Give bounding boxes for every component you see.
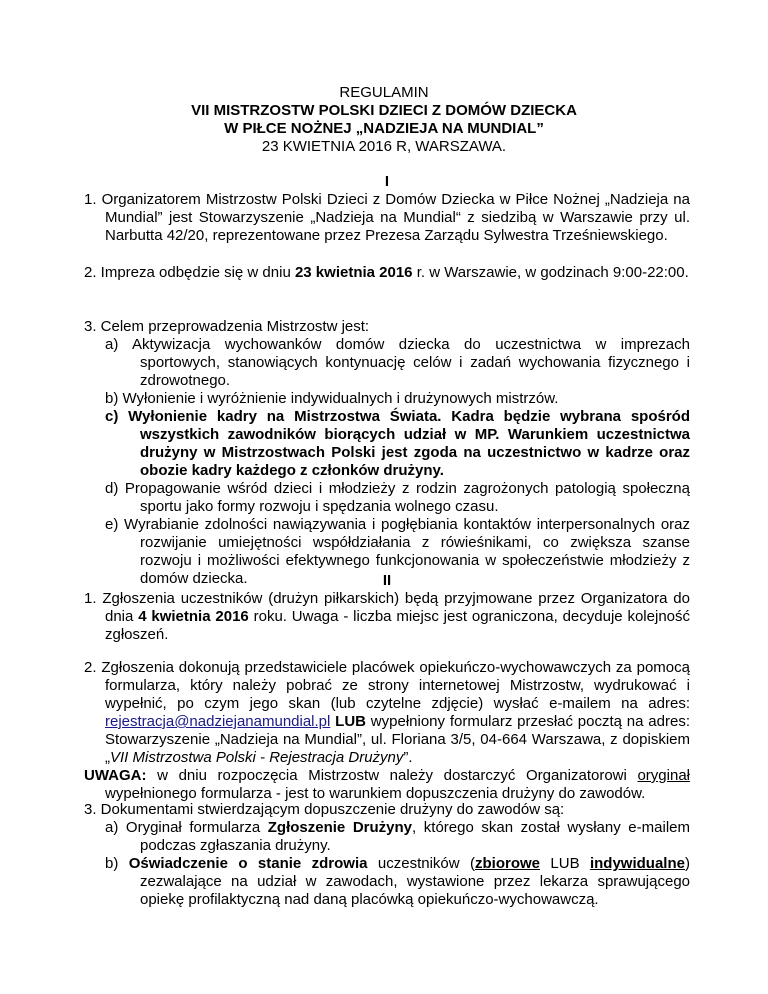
goal-e: e) Wyrabianie zdolności nawiązywania i pogłębiania kontaktów interpersonalnych oraz rozwijanie umiejętności współdziałania z rówieśnikami, co zwiększa szanse rozwoju i możliwości efektywnego funkcjonowania w społeczeństwie młodzieży z domów dziecka. — [105, 516, 690, 587]
text: roku. Uwaga - liczba miejsc jest ograniczona, decyduje kolejność zgłoszeń. — [105, 608, 690, 643]
uwaga-label: UWAGA: — [84, 767, 147, 784]
text: ) zezwalające na udział w zawodach, wystawione przez lekarza sprawującego opiekę profilaktyczną nad daną placówką opiekuńczo-wychowawczą. — [140, 855, 690, 908]
goal-d: d) Propagowanie wśród dzieci i młodzieży z rodzin zagrożonych patologią społeczną sportu jako formy rozwoju i spędzania wolnego czasu. — [105, 480, 690, 515]
text: wypełnionego formularza - jest to warunkiem dopuszczenia drużyny do zawodów. — [105, 785, 646, 802]
header-title: REGULAMIN — [339, 84, 429, 101]
text: 2. Zgłoszenia dokonują przedstawiciele placówek opiekuńczo-wychowawczych za pomocą formularza, który należy pobrać ze strony internetowej Mistrzostw, wydrukować i wypełnić, po czym jego skan (lub czytelne zdjęcie) wysłać e-mailem na adres: — [84, 659, 690, 712]
lub-label: LUB — [330, 713, 366, 730]
text: uczestników ( — [367, 855, 475, 872]
health-statement: Oświadczenie o stanie zdrowia — [128, 855, 368, 872]
paragraph-2-application — [84, 659, 690, 803]
header-date-place: 23 KWIETNIA 2016 R, WARSZAWA. — [261, 138, 507, 155]
goal-c: c) Wyłonienie kadry na Mistrzostwa Świata. Kadra będzie wybrana spośród wszystkich zawodników biorących udział w MP. Warunkiem uczestnictwa drużyny w Mistrzostwach Polski jest zgoda na uczestnictwo w kadrze oraz obozie kadry każdego z członków drużyny. — [105, 408, 690, 479]
form-name: Zgłoszenie Drużyny — [267, 819, 413, 836]
text: b) — [105, 855, 129, 872]
section-2 — [84, 572, 690, 644]
text: a) Oryginał formularza — [105, 819, 268, 836]
goals-intro: 3. Celem przeprowadzenia Mistrzostw jest: — [84, 318, 370, 335]
paragraph-3-goals — [84, 318, 690, 588]
collective-option: zbiorowe — [474, 855, 540, 872]
paragraph-3-documents — [84, 801, 690, 909]
text: 1. Zgłoszenia uczestników (drużyn piłkarskich) będą przyjmowane przez Organizatora do dnia — [84, 590, 690, 625]
paragraph-2-date — [84, 264, 690, 282]
section-number: I — [384, 173, 390, 190]
text: ”. — [403, 749, 413, 766]
text: 2. Impreza odbędzie się w dniu — [84, 264, 295, 281]
header-event-subtitle: W PIŁCE NOŻNEJ „NADZIEJA NA MUNDIAL” — [224, 120, 544, 137]
document-a — [84, 819, 690, 855]
text: , którego skan został wysłany e-mailem podczas zgłaszania drużyny. — [140, 819, 690, 854]
text: wypełniony formularz przesłać pocztą na adres: Stowarzyszenie „Nadzieja na Mundial”, ul. Floriana 3/5, 04-664 Warszawa, z dopiskiem „ — [105, 713, 690, 766]
documents-intro: 3. Dokumentami stwierdzającym dopuszczenie drużyny do zawodów są: — [84, 801, 565, 818]
section-1 — [84, 173, 690, 245]
mail-annotation: VII Mistrzostwa Polski - Rejestracja Drużyny — [110, 749, 404, 766]
paragraph-1-organizer: 1. Organizatorem Mistrzostw Polski Dzieci z Domów Dziecka w Piłce Nożnej „Nadzieja na Mundial” jest Stowarzyszenie „Nadzieja na Mundial“ z siedzibą w Warszawie przy ul. Narbutta 42/20, reprezentowane przez Prezesa Zarządu Sylwestra Trześniewskiego. — [84, 191, 690, 244]
text: w dniu rozpoczęcia Mistrzostw należy dostarczyć Organizatorowi — [146, 767, 638, 784]
original-word: oryginał — [637, 767, 690, 784]
document-header — [0, 84, 768, 156]
event-date: 23 kwietnia 2016 — [294, 264, 413, 281]
text: LUB — [540, 855, 590, 872]
header-event-name: VII MISTRZOSTW POLSKI DZIECI Z DOMÓW DZIECKA — [191, 102, 577, 119]
goal-a: a) Aktywizacja wychowanków domów dziecka do uczestnictwa w imprezach sportowych, stanowiących kontynuację celów i zadań wychowania fizycznego i zdrowotnego. — [105, 336, 690, 389]
deadline-date: 4 kwietnia 2016 — [138, 608, 249, 625]
paragraph-1-registration — [84, 590, 690, 644]
email-link[interactable]: rejestracja@nadziejanamundial.pl — [105, 713, 331, 730]
section-number: II — [382, 572, 392, 589]
uwaga-note — [84, 767, 690, 803]
text: r. w Warszawie, w godzinach 9:00-22:00. — [412, 264, 689, 281]
individual-option: indywidualne — [589, 855, 685, 872]
document-b — [84, 855, 690, 909]
goal-b: b) Wyłonienie i wyróżnienie indywidualnych i drużynowych mistrzów. — [105, 390, 559, 407]
